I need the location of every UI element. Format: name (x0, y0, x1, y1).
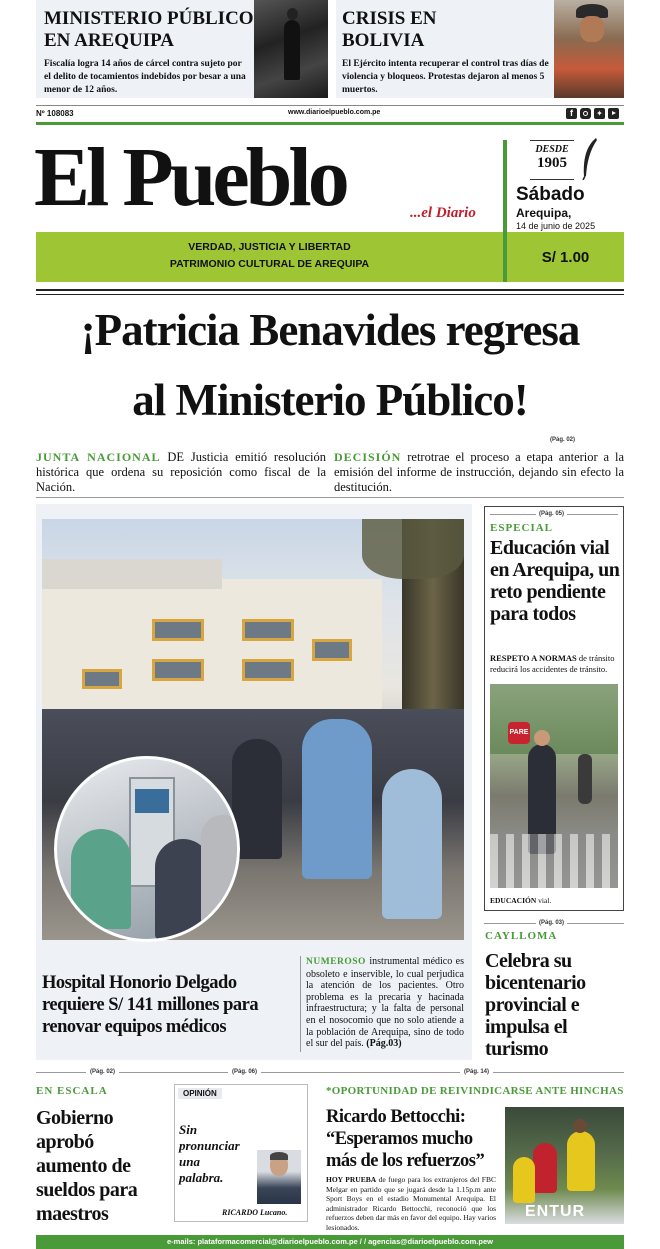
opinion-title[interactable]: Sin pronunciar una palabra. (179, 1122, 240, 1185)
kicker-bettocchi: *OPORTUNIDAD DE REIVINDICARSE ANTE HINCHAS (326, 1085, 624, 1097)
teaser-bolivia[interactable] (336, 0, 554, 98)
caylloma-headline[interactable]: Celebra su bicentenario provincial e impulsa el turismo (485, 950, 586, 1060)
bottom-ref-rule (36, 1072, 624, 1073)
masthead-tagline: ...el Diario (410, 205, 476, 221)
hospital-inset-photo[interactable] (54, 756, 240, 942)
main-deck-col-1: JUNTA NACIONAL DE Justicia emitió resolución histórica que ordena su reposición como fiscal de la Nación. (36, 450, 326, 494)
since-badge (530, 140, 574, 180)
green-rule-top (36, 122, 624, 125)
motto-bar (36, 232, 503, 282)
page-ref-opinion: (Pág. 06) (228, 1069, 261, 1075)
education-photo[interactable] (490, 684, 618, 888)
issue-date: 14 de junio de 2025 (516, 221, 596, 231)
teaser-photo-ministerio (254, 0, 328, 98)
kicker-caylloma: CAYLLOMA (485, 930, 558, 942)
page-ref-hospital: (Pág.03) (366, 1038, 402, 1050)
website-link[interactable]: www.diarioelpueblo.com.pe (288, 109, 381, 116)
teaser-title: CRISIS EN BOLIVIA (342, 8, 437, 51)
education-caption: EDUCACIÓN vial. (490, 896, 552, 905)
issue-number: Nº 108083 (36, 109, 74, 118)
bettocchi-photo[interactable] (505, 1107, 624, 1224)
kicker-escala: EN ESCALA (36, 1085, 108, 1097)
social-icons (566, 108, 624, 119)
education-lead: RESPETO A NORMAS de tránsito reducirá los accidentes de tránsito. (490, 653, 615, 674)
lead-kicker: RESPETO A NORMAS (490, 653, 577, 663)
issue-day: Sábado (516, 184, 585, 205)
teaser-text: Fiscalía logra 14 años de cárcel contra sujeto por el delito de tocamientos indebidos por besar a una menor de 12 años. (44, 59, 246, 95)
page-ref-bettocchi: (Pág. 14) (460, 1069, 493, 1075)
opinion-author-photo (257, 1150, 301, 1204)
hospital-headline[interactable]: Hospital Honorio Delgado requiere S/ 141 millones para renovar equipos médicos (42, 973, 259, 1037)
quill-icon (580, 136, 598, 180)
main-headline-line-2[interactable]: al Ministerio Público! (132, 375, 528, 425)
since-label: DESDE (535, 144, 569, 155)
hospital-column-divider (300, 956, 301, 1052)
page-ref-escala: (Pág. 02) (86, 1069, 119, 1075)
banner-text: ENTUR (525, 1203, 586, 1220)
stop-sign: PARE (508, 722, 530, 744)
motto-line-1: VERDAD, JUSTICIA Y LIBERTAD (188, 241, 351, 253)
opinion-author: RICARDO Lucano. (222, 1208, 288, 1217)
page-ref-education: (Pág. 05) (536, 511, 567, 517)
page-ref-caylloma: (Pág. 03) (536, 920, 567, 926)
lead-kicker: HOY PRUEBA (326, 1175, 377, 1184)
masthead-rule-1 (36, 289, 624, 291)
motto-line-2: PATRIMONIO CULTURAL DE AREQUIPA (169, 258, 370, 270)
top-rule (36, 105, 624, 106)
kicker-junta: JUNTA NACIONAL (36, 450, 161, 464)
instagram-icon[interactable] (580, 108, 591, 119)
footer-emails[interactable]: e-mails: plataformacomercial@diarioelpueblo.com.pe / / agencias@diarioelpueblo.com.pew (167, 1237, 493, 1246)
deck-rule (36, 497, 624, 498)
kicker-especial: ESPECIAL (490, 522, 554, 534)
escala-headline[interactable]: Gobierno aprobó aumento de sueldos para maestros (36, 1107, 138, 1225)
teaser-text: El Ejército intenta recuperar el control tras días de violencia y bloqueos. Protestas dejaron al menos 5 muertos. (342, 59, 549, 95)
masthead-title: El Pueblo (34, 131, 346, 224)
masthead-rule-2 (36, 294, 624, 295)
education-headline[interactable]: Educación vial en Arequipa, un reto pendiente para todos (490, 537, 620, 625)
main-headline-line-1[interactable]: ¡Patricia Benavides regresa (80, 305, 580, 355)
bettocchi-lead: HOY PRUEBA de fuego para los extranjeros del FBC Melgar en partido que se jugará desde la 1.15p.m ante Sport Boys en el estadio Monumental Arequipa. El administrador Ricardo Bettocchi, reconoció que los refuerzos deben dar más en favor del equipo. Hay varios lesionados. (326, 1175, 496, 1232)
twitter-icon[interactable]: ✦ (594, 108, 605, 119)
youtube-icon[interactable] (608, 108, 619, 119)
page-ref-main: (Pág. 02) (550, 437, 576, 443)
issue-city: Arequipa, (516, 206, 572, 220)
opinion-label: OPINIÓN (178, 1088, 222, 1099)
teaser-title: MINISTERIO PÚBLICO EN AREQUIPA (44, 8, 254, 51)
kicker-decision: DECISIÓN (334, 450, 402, 464)
teaser-photo-bolivia (554, 0, 624, 98)
since-year: 1905 (537, 155, 567, 171)
bettocchi-headline[interactable]: Ricardo Bettocchi: “Esperamos mucho más de los refuerzos” (326, 1107, 485, 1171)
facebook-icon[interactable]: f (566, 108, 577, 119)
kicker-numeroso: NUMEROSO (306, 957, 366, 967)
price: S/ 1.00 (541, 249, 590, 266)
main-deck-col-2: DECISIÓN retrotrae el proceso a etapa anterior a la emisión del informe de instrucción, dejando sin efecto la destitución. (334, 450, 624, 494)
hospital-body: NUMEROSO instrumental médico es obsoleto e inservible, lo cual perjudica la atención de los pacientes. Otro problema es la precaria y hacinada infraestructura; y la falta de personal en el nosocomio que no solo atiende a la población de Arequipa, sino de todo el sur del país. (Pág.03) (306, 956, 464, 1050)
